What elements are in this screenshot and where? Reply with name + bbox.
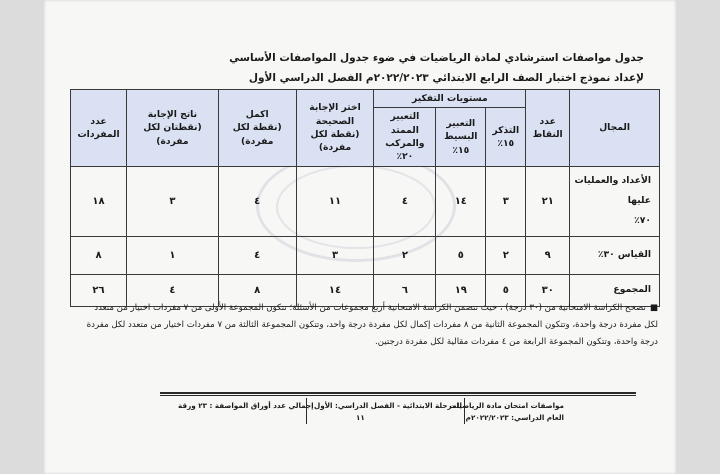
photo-background-left bbox=[0, 0, 44, 474]
row-domain-pct: ٧٠٪ bbox=[634, 215, 651, 227]
footer-separator bbox=[464, 398, 465, 424]
table-row bbox=[71, 236, 660, 274]
header-points-count: عدد النقاط bbox=[526, 90, 570, 167]
footer-total-pages: إجمالي عدد أوراق المواصفة : ٢٣ ورقة bbox=[178, 401, 314, 410]
cell-answer: ١ bbox=[127, 236, 219, 274]
note-line-1 bbox=[70, 300, 658, 317]
header-thinking-levels: مستويات التفكير bbox=[374, 90, 526, 108]
cell-answer: ٤ bbox=[127, 274, 219, 306]
header-simple-expression bbox=[436, 108, 486, 166]
cell-choose: ١٤ bbox=[296, 274, 374, 306]
cell-choose: ١١ bbox=[296, 166, 374, 236]
header-recall-pct: ١٥٪ bbox=[497, 138, 515, 150]
cell-complete: ٤ bbox=[218, 166, 296, 236]
footer-stage: المرحلة الابتدائية - الفصل الدراسي: الأول bbox=[314, 401, 462, 410]
header-complete-label: اكمل bbox=[245, 108, 269, 120]
header-recall-label: التذكر bbox=[492, 124, 520, 136]
cell-complex: ٤ bbox=[374, 166, 436, 236]
header-choose-label: اختر الإجابة الصحيحة bbox=[309, 102, 361, 127]
cell-recall: ٣ bbox=[486, 166, 526, 236]
table-header-row bbox=[71, 90, 660, 108]
cell-complete: ٤ bbox=[218, 236, 296, 274]
header-recall bbox=[486, 108, 526, 166]
cell-complete: ٨ bbox=[218, 274, 296, 306]
header-simple-label: التعبير البسيط bbox=[444, 118, 478, 143]
table-row bbox=[71, 166, 660, 236]
specification-table bbox=[70, 89, 660, 307]
header-answer-label: ناتج الإجابة bbox=[147, 108, 198, 120]
footer-subject: مواصفات امتحان مادة الرياضيات bbox=[449, 401, 564, 410]
header-choose-correct bbox=[296, 90, 374, 167]
cell-simple: ١٤ bbox=[436, 166, 486, 236]
cell-recall: ٥ bbox=[486, 274, 526, 306]
header-complex-pct: ٢٠٪ bbox=[396, 151, 414, 163]
document-subtitle: لإعداد نموذج اختبار الصف الرابع الابتدائي ٢٠٢٢/٢٠٢٣م الفصل الدراسي الأول bbox=[248, 72, 644, 84]
row-domain-cell bbox=[570, 236, 660, 274]
header-domain: المجال bbox=[570, 90, 660, 167]
cell-items: ١٨ bbox=[71, 166, 127, 236]
bullet-icon: ■ bbox=[649, 303, 658, 313]
header-simple-pct: ١٥٪ bbox=[452, 144, 470, 156]
row-domain-label: المجموع bbox=[613, 284, 651, 296]
header-items-count: عدد المفردات bbox=[71, 90, 127, 167]
scoring-note bbox=[70, 300, 658, 351]
cell-simple: ٥ bbox=[436, 236, 486, 274]
cell-items: ٢٦ bbox=[71, 274, 127, 306]
note-line-3: درجة واحدة، وتتكون المجموعة الرابعة من ٤ مفردات مقالية لكل مفردة درجتين. bbox=[375, 337, 658, 347]
header-choose-points: (نقطة لكل مفردة) bbox=[310, 128, 360, 154]
footer-academic-year: العام الدراسي: ٢٠٢٢/٢٠٢٣م bbox=[465, 413, 564, 422]
document-page bbox=[44, 0, 676, 474]
row-domain-cell bbox=[570, 166, 660, 236]
cell-points: ٩ bbox=[526, 236, 570, 274]
cell-simple: ١٩ bbox=[436, 274, 486, 306]
cell-complex: ٢ bbox=[374, 236, 436, 274]
note-line-2: لكل مفردة درجة واحدة، وتتكون المجموعة الثانية من ٨ مفردات إكمال لكل مفردة درجة واحد، وتتكون المجموعة الثالثة من ٧ مفردات اختيار من متعدد لكل مفردة bbox=[86, 320, 658, 330]
cell-recall: ٢ bbox=[486, 236, 526, 274]
footer-divider bbox=[160, 392, 636, 394]
header-complete-points: (نقطة لكل مفردة) bbox=[232, 122, 282, 147]
cell-answer: ٣ bbox=[127, 166, 219, 236]
row-domain-label: الأعداد والعمليات عليها bbox=[574, 174, 651, 207]
cell-points: ٣٠ bbox=[526, 274, 570, 306]
header-complex-label: التعبير الممتد والمركب bbox=[385, 111, 425, 150]
cell-items: ٨ bbox=[71, 236, 127, 274]
note-text-1: تصحح الكراسة الامتحانية من (٣٠ درجة) ، حيث تتضمن الكراسة الامتحانية أربع مجموعات من الأسئلة؛ تتكون المجموعة الأولى من ٧ مفردات اختيار من متعدد bbox=[94, 303, 646, 313]
header-complete bbox=[218, 90, 296, 167]
footer-divider-thin bbox=[160, 395, 636, 396]
header-answer-output bbox=[127, 90, 219, 167]
photo-background-right bbox=[676, 0, 720, 474]
header-complex-expression bbox=[374, 108, 436, 166]
cell-complex: ٦ bbox=[374, 274, 436, 306]
footer-page-number: ١١ bbox=[356, 413, 365, 422]
document-title: جدول مواصفات استرشادي لمادة الرياضيات في ضوء جدول المواصفات الأساسي bbox=[229, 52, 644, 64]
cell-choose: ٣ bbox=[296, 236, 374, 274]
cell-points: ٢١ bbox=[526, 166, 570, 236]
row-domain-label: القياس ٣٠٪ bbox=[597, 249, 651, 261]
header-answer-points: (نقطتان لكل مفردة) bbox=[143, 122, 202, 147]
